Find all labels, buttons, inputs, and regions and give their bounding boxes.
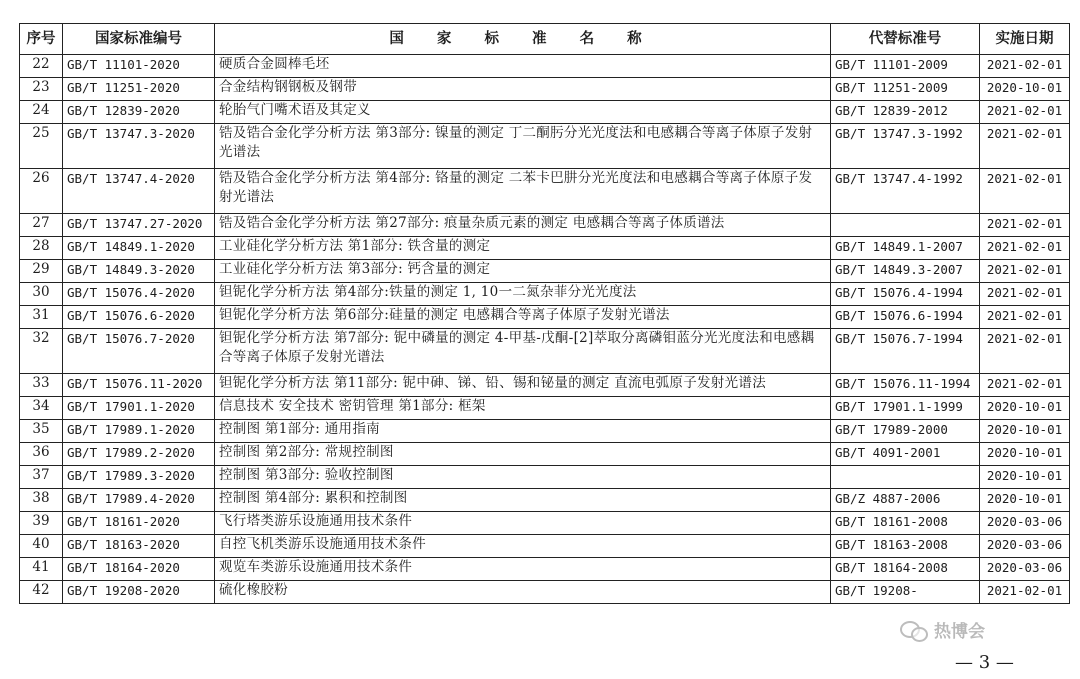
row-standard-name: 钽铌化学分析方法 第7部分: 铌中磷量的测定 4-甲基-戊酮-[2]萃取分离磷钼蓝分光光度法和电感耦合等离子体原子发射光谱法 xyxy=(215,329,831,374)
row-implementation-date: 2021-02-01 xyxy=(980,283,1070,306)
row-serial-no: 29 xyxy=(20,260,63,283)
row-standard-name: 信息技术 安全技术 密钥管理 第1部分: 框架 xyxy=(215,397,831,420)
row-serial-no: 42 xyxy=(20,581,63,604)
row-implementation-date: 2021-02-01 xyxy=(980,306,1070,329)
row-implementation-date: 2021-02-01 xyxy=(980,101,1070,124)
row-serial-no: 37 xyxy=(20,466,63,489)
row-standard-code: GB/T 18163-2020 xyxy=(63,535,215,558)
row-implementation-date: 2020-10-01 xyxy=(980,489,1070,512)
row-serial-no: 39 xyxy=(20,512,63,535)
row-replaced-standard: GB/T 18163-2008 xyxy=(831,535,980,558)
row-implementation-date: 2021-02-01 xyxy=(980,55,1070,78)
watermark xyxy=(900,617,985,642)
row-implementation-date: 2020-03-06 xyxy=(980,535,1070,558)
row-standard-name: 钽铌化学分析方法 第11部分: 铌中砷、锑、铅、锡和铋量的测定 直流电弧原子发射光谱法 xyxy=(215,374,831,397)
table-row xyxy=(20,169,1070,214)
row-replaced-standard: GB/T 17989-2000 xyxy=(831,420,980,443)
row-standard-name: 观览车类游乐设施通用技术条件 xyxy=(215,558,831,581)
row-serial-no: 27 xyxy=(20,214,63,237)
row-replaced-standard: GB/T 15076.7-1994 xyxy=(831,329,980,374)
table-row xyxy=(20,397,1070,420)
row-replaced-standard: GB/T 13747.4-1992 xyxy=(831,169,980,214)
row-replaced-standard: GB/T 19208- xyxy=(831,581,980,604)
row-standard-code: GB/T 13747.3-2020 xyxy=(63,124,215,169)
row-serial-no: 40 xyxy=(20,535,63,558)
table-row xyxy=(20,489,1070,512)
row-replaced-standard: GB/T 15076.4-1994 xyxy=(831,283,980,306)
standards-table xyxy=(19,23,1070,604)
table-row xyxy=(20,124,1070,169)
row-standard-name: 锆及锆合金化学分析方法 第3部分: 镍量的测定 丁二酮肟分光光度法和电感耦合等离子体原子发射光谱法 xyxy=(215,124,831,169)
row-replaced-standard: GB/Z 4887-2006 xyxy=(831,489,980,512)
row-replaced-standard: GB/T 14849.3-2007 xyxy=(831,260,980,283)
row-implementation-date: 2021-02-01 xyxy=(980,124,1070,169)
row-replaced-standard: GB/T 18164-2008 xyxy=(831,558,980,581)
table-header-row xyxy=(20,24,1070,55)
table-row xyxy=(20,581,1070,604)
row-replaced-standard xyxy=(831,466,980,489)
row-implementation-date: 2021-02-01 xyxy=(980,581,1070,604)
row-standard-code: GB/T 11101-2020 xyxy=(63,55,215,78)
row-replaced-standard: GB/T 15076.11-1994 xyxy=(831,374,980,397)
table-row xyxy=(20,420,1070,443)
table-row xyxy=(20,214,1070,237)
row-implementation-date: 2021-02-01 xyxy=(980,169,1070,214)
row-implementation-date: 2021-02-01 xyxy=(980,260,1070,283)
row-standard-code: GB/T 17901.1-2020 xyxy=(63,397,215,420)
row-serial-no: 23 xyxy=(20,78,63,101)
page-number: — 3 — xyxy=(955,652,1014,673)
row-replaced-standard: GB/T 11101-2009 xyxy=(831,55,980,78)
row-standard-name: 控制图 第2部分: 常规控制图 xyxy=(215,443,831,466)
row-implementation-date: 2020-10-01 xyxy=(980,466,1070,489)
header-replaced-standard: 代替标准号 xyxy=(831,24,980,55)
row-standard-name: 飞行塔类游乐设施通用技术条件 xyxy=(215,512,831,535)
row-standard-name: 钽铌化学分析方法 第4部分:铁量的测定 1, 10一二氮杂菲分光光度法 xyxy=(215,283,831,306)
row-serial-no: 34 xyxy=(20,397,63,420)
row-standard-code: GB/T 18164-2020 xyxy=(63,558,215,581)
row-standard-code: GB/T 15076.11-2020 xyxy=(63,374,215,397)
table-body xyxy=(20,55,1070,604)
row-standard-code: GB/T 14849.3-2020 xyxy=(63,260,215,283)
row-standard-name: 控制图 第4部分: 累积和控制图 xyxy=(215,489,831,512)
row-serial-no: 33 xyxy=(20,374,63,397)
row-implementation-date: 2020-10-01 xyxy=(980,397,1070,420)
row-standard-code: GB/T 15076.6-2020 xyxy=(63,306,215,329)
table-row xyxy=(20,78,1070,101)
row-standard-name: 工业硅化学分析方法 第3部分: 钙含量的测定 xyxy=(215,260,831,283)
header-standard-code: 国家标准编号 xyxy=(63,24,215,55)
table-row xyxy=(20,329,1070,374)
row-serial-no: 41 xyxy=(20,558,63,581)
header-serial-no: 序号 xyxy=(20,24,63,55)
header-standard-name: 国 家 标 准 名 称 xyxy=(215,24,831,55)
table-row xyxy=(20,283,1070,306)
row-serial-no: 26 xyxy=(20,169,63,214)
header-implementation-date: 实施日期 xyxy=(980,24,1070,55)
row-implementation-date: 2021-02-01 xyxy=(980,329,1070,374)
table-row xyxy=(20,101,1070,124)
row-standard-name: 锆及锆合金化学分析方法 第27部分: 痕量杂质元素的测定 电感耦合等离子体质谱法 xyxy=(215,214,831,237)
table-row xyxy=(20,466,1070,489)
row-serial-no: 24 xyxy=(20,101,63,124)
row-replaced-standard: GB/T 12839-2012 xyxy=(831,101,980,124)
row-standard-name: 硬质合金圆棒毛坯 xyxy=(215,55,831,78)
table-row xyxy=(20,306,1070,329)
row-replaced-standard: GB/T 18161-2008 xyxy=(831,512,980,535)
row-standard-code: GB/T 15076.7-2020 xyxy=(63,329,215,374)
row-standard-code: GB/T 18161-2020 xyxy=(63,512,215,535)
table-row xyxy=(20,558,1070,581)
table-row xyxy=(20,535,1070,558)
row-implementation-date: 2020-10-01 xyxy=(980,443,1070,466)
row-standard-name: 控制图 第3部分: 验收控制图 xyxy=(215,466,831,489)
row-implementation-date: 2021-02-01 xyxy=(980,237,1070,260)
row-replaced-standard: GB/T 11251-2009 xyxy=(831,78,980,101)
row-standard-name: 工业硅化学分析方法 第1部分: 铁含量的测定 xyxy=(215,237,831,260)
table-row xyxy=(20,374,1070,397)
row-standard-name: 轮胎气门嘴术语及其定义 xyxy=(215,101,831,124)
row-standard-name: 钽铌化学分析方法 第6部分:硅量的测定 电感耦合等离子体原子发射光谱法 xyxy=(215,306,831,329)
row-standard-code: GB/T 13747.4-2020 xyxy=(63,169,215,214)
row-replaced-standard: GB/T 15076.6-1994 xyxy=(831,306,980,329)
row-standard-code: GB/T 19208-2020 xyxy=(63,581,215,604)
row-standard-code: GB/T 17989.1-2020 xyxy=(63,420,215,443)
row-standard-code: GB/T 13747.27-2020 xyxy=(63,214,215,237)
row-implementation-date: 2020-10-01 xyxy=(980,420,1070,443)
row-serial-no: 25 xyxy=(20,124,63,169)
row-replaced-standard: GB/T 13747.3-1992 xyxy=(831,124,980,169)
row-standard-code: GB/T 17989.4-2020 xyxy=(63,489,215,512)
row-standard-code: GB/T 15076.4-2020 xyxy=(63,283,215,306)
row-serial-no: 35 xyxy=(20,420,63,443)
row-serial-no: 36 xyxy=(20,443,63,466)
row-standard-name: 自控飞机类游乐设施通用技术条件 xyxy=(215,535,831,558)
row-standard-name: 锆及锆合金化学分析方法 第4部分: 铬量的测定 二苯卡巴肼分光光度法和电感耦合等离子体原子发射光谱法 xyxy=(215,169,831,214)
row-serial-no: 30 xyxy=(20,283,63,306)
row-implementation-date: 2021-02-01 xyxy=(980,374,1070,397)
table-row xyxy=(20,237,1070,260)
row-serial-no: 32 xyxy=(20,329,63,374)
row-replaced-standard: GB/T 14849.1-2007 xyxy=(831,237,980,260)
row-standard-code: GB/T 11251-2020 xyxy=(63,78,215,101)
row-standard-name: 合金结构钢钢板及钢带 xyxy=(215,78,831,101)
row-implementation-date: 2020-10-01 xyxy=(980,78,1070,101)
row-standard-name: 硫化橡胶粉 xyxy=(215,581,831,604)
row-serial-no: 38 xyxy=(20,489,63,512)
row-standard-name: 控制图 第1部分: 通用指南 xyxy=(215,420,831,443)
row-serial-no: 28 xyxy=(20,237,63,260)
table-row xyxy=(20,512,1070,535)
row-implementation-date: 2021-02-01 xyxy=(980,214,1070,237)
table-row xyxy=(20,55,1070,78)
row-standard-code: GB/T 17989.2-2020 xyxy=(63,443,215,466)
row-implementation-date: 2020-03-06 xyxy=(980,558,1070,581)
row-replaced-standard: GB/T 17901.1-1999 xyxy=(831,397,980,420)
watermark-text: 热博会 xyxy=(934,622,985,642)
row-replaced-standard xyxy=(831,214,980,237)
table-row xyxy=(20,260,1070,283)
row-serial-no: 22 xyxy=(20,55,63,78)
row-standard-code: GB/T 17989.3-2020 xyxy=(63,466,215,489)
wechat-logo-icon xyxy=(900,619,928,641)
row-implementation-date: 2020-03-06 xyxy=(980,512,1070,535)
row-replaced-standard: GB/T 4091-2001 xyxy=(831,443,980,466)
row-serial-no: 31 xyxy=(20,306,63,329)
row-standard-code: GB/T 14849.1-2020 xyxy=(63,237,215,260)
table-row xyxy=(20,443,1070,466)
row-standard-code: GB/T 12839-2020 xyxy=(63,101,215,124)
